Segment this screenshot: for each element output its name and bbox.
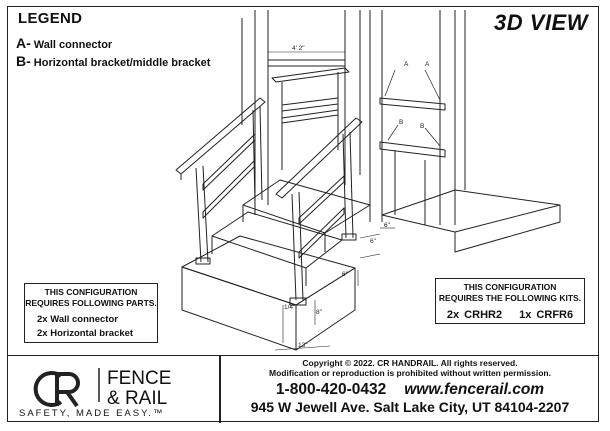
logo-line2: & RAIL [107, 388, 168, 409]
view-title: 3D VIEW [494, 10, 588, 35]
callout-a: A [425, 61, 430, 68]
address-text: 945 W Jewell Ave. Salt Lake City, UT 84104-2207 [250, 399, 570, 415]
kits-heading-line1: THIS CONFIGURATION [463, 282, 557, 292]
landing-platform [382, 190, 560, 252]
parts-box [24, 283, 158, 343]
contact-line [221, 380, 599, 399]
legend-title: LEGEND [18, 10, 83, 27]
logo-tagline: SAFETY, MADE EASY.™ [19, 408, 165, 418]
footer [7, 355, 599, 422]
wall-rail [272, 68, 349, 170]
callout-b: B [420, 123, 425, 130]
phone-number[interactable]: 1-800-420-0432 [275, 381, 387, 398]
dim-rise-1: 6" [370, 238, 376, 245]
dim-height: 8" [316, 309, 322, 316]
parts-item: 2x Wall connector [37, 314, 118, 325]
callout-a: A [404, 61, 409, 68]
legend-key: B- [16, 53, 31, 69]
wall-brackets [380, 70, 445, 157]
wall-framing [242, 10, 465, 225]
callout-b: B [399, 119, 404, 126]
kit-item: 1x CRFR6 [519, 309, 574, 321]
front-right-handrail [276, 118, 362, 305]
parts-heading-line2: REQUIRES FOLLOWING PARTS. [25, 298, 157, 308]
dim-rise-2: 6" [342, 271, 348, 278]
dim-offset: 1/4" [284, 304, 296, 311]
website-link[interactable]: www.fencerail.com [404, 381, 545, 398]
notice-text: Modification or reproduction is prohibited without written permission. [269, 368, 551, 378]
company-info [221, 358, 599, 416]
copyright-text: Copyright © 2022. CR HANDRAIL. All rights reserved. [302, 358, 518, 368]
kit-item: 2x CRHR2 [446, 309, 503, 321]
parts-item: 2x Horizontal bracket [37, 328, 134, 339]
legend-key: A- [16, 35, 31, 51]
parts-heading-line1: THIS CONFIGURATION [44, 287, 138, 297]
logo-line1: FENCE [107, 368, 172, 389]
kits-list [436, 309, 584, 321]
kits-box [435, 278, 585, 324]
dim-span: 4' 2" [292, 45, 305, 52]
legend-label: Wall connector [33, 39, 113, 51]
dim-run: 13" [298, 342, 308, 349]
legend-label: Horizontal bracket/middle bracket [33, 57, 211, 69]
dim-rise-3: 6" [384, 222, 390, 229]
company-logo [15, 362, 215, 418]
kits-heading-line2: REQUIRES THE FOLLOWING KITS. [438, 293, 582, 303]
